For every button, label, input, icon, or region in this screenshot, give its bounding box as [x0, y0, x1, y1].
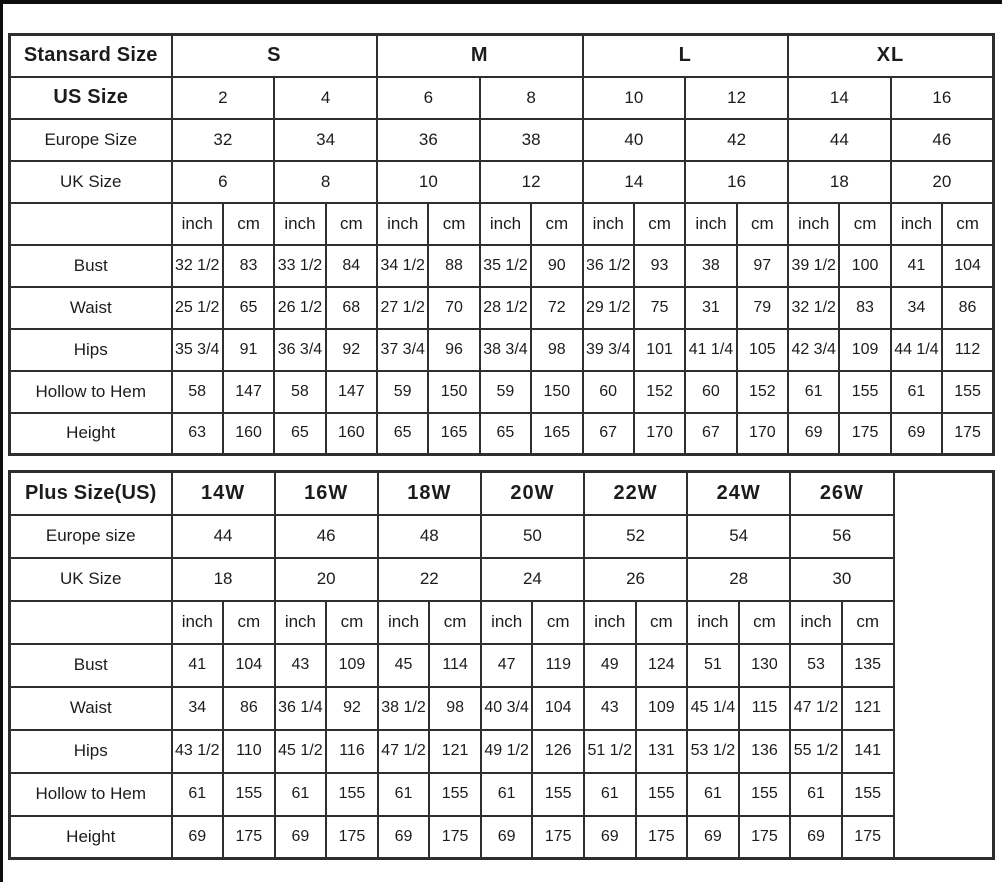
unit-header: cm [942, 203, 993, 245]
measurement-value: 53 [790, 644, 842, 687]
size-system-title: Stansard Size [10, 35, 172, 77]
measurement-value: 104 [223, 644, 275, 687]
measurement-value: 69 [788, 413, 839, 455]
empty-column [894, 472, 994, 859]
size-value: 20 [891, 161, 994, 203]
measurement-value: 69 [172, 816, 224, 859]
scan-border-top [0, 0, 1002, 4]
size-value: 42 [685, 119, 788, 161]
measurement-value: 93 [634, 245, 685, 287]
size-column-header: L [583, 35, 789, 77]
size-value: 22 [378, 558, 481, 601]
measurement-value: 44 1/4 [891, 329, 942, 371]
measurement-value: 131 [636, 730, 688, 773]
size-value: 16 [891, 77, 994, 119]
measurement-value: 61 [687, 773, 739, 816]
unit-header: cm [428, 203, 479, 245]
size-value: 16 [685, 161, 788, 203]
measurement-value: 47 [481, 644, 533, 687]
unit-header: inch [172, 203, 223, 245]
measurement-row [10, 687, 994, 730]
measurement-value: 121 [429, 730, 481, 773]
measurement-value: 69 [378, 816, 430, 859]
measurement-value: 98 [429, 687, 481, 730]
measurement-value: 59 [480, 371, 531, 413]
measurement-value: 175 [942, 413, 993, 455]
measurement-value: 61 [584, 773, 636, 816]
measurement-label: Waist [10, 687, 172, 730]
unit-header: inch [584, 601, 636, 644]
measurement-value: 86 [942, 287, 993, 329]
measurement-value: 61 [790, 773, 842, 816]
unit-header: inch [891, 203, 942, 245]
size-value: 32 [172, 119, 275, 161]
measurement-value: 51 1/2 [584, 730, 636, 773]
measurement-value: 152 [737, 371, 788, 413]
size-column-header: 18W [378, 472, 481, 515]
measurement-value: 150 [531, 371, 582, 413]
size-value: 30 [790, 558, 893, 601]
units-row [10, 601, 994, 644]
measurement-value: 91 [223, 329, 274, 371]
measurement-value: 27 1/2 [377, 287, 428, 329]
measurement-value: 86 [223, 687, 275, 730]
measurement-value: 72 [531, 287, 582, 329]
measurement-value: 36 3/4 [274, 329, 325, 371]
measurement-value: 41 [172, 644, 224, 687]
unit-header: cm [326, 601, 378, 644]
unit-header: inch [378, 601, 430, 644]
measurement-row [10, 329, 994, 371]
size-value: 56 [790, 515, 893, 558]
measurement-row [10, 413, 994, 455]
unit-header: cm [532, 601, 584, 644]
measurement-value: 83 [839, 287, 890, 329]
measurement-value: 114 [429, 644, 481, 687]
units-row [10, 203, 994, 245]
measurement-value: 155 [223, 773, 275, 816]
unit-header: cm [634, 203, 685, 245]
measurement-label: Bust [10, 245, 172, 287]
measurement-label: Height [10, 816, 172, 859]
measurement-value: 55 1/2 [790, 730, 842, 773]
size-value: 46 [275, 515, 378, 558]
size-column-header: 24W [687, 472, 790, 515]
measurement-value: 61 [891, 371, 942, 413]
size-column-header: XL [788, 35, 994, 77]
size-value: 20 [275, 558, 378, 601]
size-value: 44 [172, 515, 275, 558]
measurement-value: 51 [687, 644, 739, 687]
measurement-value: 96 [428, 329, 479, 371]
measurement-value: 39 3/4 [583, 329, 634, 371]
size-value: 28 [687, 558, 790, 601]
measurement-value: 69 [687, 816, 739, 859]
size-value: 46 [891, 119, 994, 161]
size-value: 36 [377, 119, 480, 161]
size-row-label: UK Size [10, 558, 172, 601]
unit-header: inch [377, 203, 428, 245]
measurement-value: 98 [531, 329, 582, 371]
measurement-value: 60 [685, 371, 736, 413]
measurement-value: 147 [223, 371, 274, 413]
measurement-value: 26 1/2 [274, 287, 325, 329]
measurement-value: 43 [584, 687, 636, 730]
measurement-value: 135 [842, 644, 894, 687]
measurement-row [10, 245, 994, 287]
size-column-header: M [377, 35, 583, 77]
unit-header: inch [480, 203, 531, 245]
measurement-label: Waist [10, 287, 172, 329]
measurement-value: 41 1/4 [685, 329, 736, 371]
size-value: 10 [583, 77, 686, 119]
measurement-value: 155 [839, 371, 890, 413]
measurement-value: 170 [634, 413, 685, 455]
measurement-value: 155 [636, 773, 688, 816]
standard-size-table [8, 33, 995, 456]
measurement-value: 53 1/2 [687, 730, 739, 773]
measurement-row [10, 287, 994, 329]
measurement-value: 88 [428, 245, 479, 287]
size-row-label: US Size [10, 77, 172, 119]
measurement-value: 175 [739, 816, 791, 859]
measurement-value: 92 [326, 687, 378, 730]
measurement-row [10, 730, 994, 773]
measurement-label: Bust [10, 644, 172, 687]
measurement-value: 155 [842, 773, 894, 816]
measurement-value: 165 [428, 413, 479, 455]
measurement-value: 38 1/2 [378, 687, 430, 730]
unit-header: cm [636, 601, 688, 644]
measurement-value: 68 [326, 287, 377, 329]
measurement-value: 115 [739, 687, 791, 730]
measurement-value: 58 [274, 371, 325, 413]
measurement-value: 61 [275, 773, 327, 816]
measurement-value: 28 1/2 [480, 287, 531, 329]
size-value: 52 [584, 515, 687, 558]
unit-header: cm [223, 203, 274, 245]
measurement-value: 45 1/2 [275, 730, 327, 773]
measurement-row [10, 371, 994, 413]
measurement-value: 31 [685, 287, 736, 329]
measurement-value: 32 1/2 [172, 245, 223, 287]
measurement-value: 155 [739, 773, 791, 816]
measurement-value: 36 1/4 [275, 687, 327, 730]
measurement-value: 47 1/2 [790, 687, 842, 730]
empty-label-cell [10, 601, 172, 644]
size-header-row [10, 35, 994, 77]
measurement-value: 175 [839, 413, 890, 455]
measurement-value: 175 [532, 816, 584, 859]
plus-size-table [8, 470, 995, 860]
measurement-value: 61 [172, 773, 224, 816]
measurement-value: 60 [583, 371, 634, 413]
measurement-value: 25 1/2 [172, 287, 223, 329]
size-conversion-row [10, 77, 994, 119]
measurement-value: 45 1/4 [687, 687, 739, 730]
scan-border-left [0, 0, 3, 882]
size-value: 14 [583, 161, 686, 203]
size-column-header: 16W [275, 472, 378, 515]
measurement-value: 67 [583, 413, 634, 455]
unit-header: cm [737, 203, 788, 245]
measurement-row [10, 816, 994, 859]
unit-header: cm [429, 601, 481, 644]
measurement-value: 69 [481, 816, 533, 859]
measurement-value: 59 [377, 371, 428, 413]
measurement-value: 40 3/4 [481, 687, 533, 730]
unit-header: inch [481, 601, 533, 644]
unit-header: inch [275, 601, 327, 644]
measurement-value: 35 3/4 [172, 329, 223, 371]
size-value: 6 [172, 161, 275, 203]
measurement-value: 141 [842, 730, 894, 773]
size-value: 34 [274, 119, 377, 161]
measurement-value: 124 [636, 644, 688, 687]
measurement-value: 155 [942, 371, 993, 413]
empty-label-cell [10, 203, 172, 245]
measurement-row [10, 773, 994, 816]
measurement-value: 58 [172, 371, 223, 413]
measurement-value: 70 [428, 287, 479, 329]
measurement-value: 83 [223, 245, 274, 287]
measurement-value: 61 [788, 371, 839, 413]
measurement-value: 175 [842, 816, 894, 859]
unit-header: inch [687, 601, 739, 644]
unit-header: inch [685, 203, 736, 245]
unit-header: cm [326, 203, 377, 245]
size-conversion-row [10, 119, 994, 161]
size-value: 6 [377, 77, 480, 119]
size-value: 18 [788, 161, 891, 203]
unit-header: cm [223, 601, 275, 644]
unit-header: cm [739, 601, 791, 644]
measurement-value: 75 [634, 287, 685, 329]
measurement-value: 175 [326, 816, 378, 859]
measurement-value: 34 [172, 687, 224, 730]
measurement-value: 175 [429, 816, 481, 859]
size-row-label: Europe size [10, 515, 172, 558]
measurement-value: 126 [532, 730, 584, 773]
measurement-value: 43 1/2 [172, 730, 224, 773]
size-column-header: 26W [790, 472, 893, 515]
measurement-value: 39 1/2 [788, 245, 839, 287]
measurement-value: 35 1/2 [480, 245, 531, 287]
measurement-value: 45 [378, 644, 430, 687]
measurement-value: 63 [172, 413, 223, 455]
size-column-header: S [172, 35, 378, 77]
size-value: 26 [584, 558, 687, 601]
measurement-value: 160 [326, 413, 377, 455]
size-value: 44 [788, 119, 891, 161]
measurement-value: 104 [532, 687, 584, 730]
measurement-label: Hollow to Hem [10, 773, 172, 816]
measurement-value: 65 [480, 413, 531, 455]
measurement-value: 160 [223, 413, 274, 455]
unit-header: cm [839, 203, 890, 245]
measurement-value: 105 [737, 329, 788, 371]
unit-header: cm [842, 601, 894, 644]
size-value: 12 [480, 161, 583, 203]
size-value: 48 [378, 515, 481, 558]
size-value: 38 [480, 119, 583, 161]
measurement-value: 109 [326, 644, 378, 687]
measurement-value: 130 [739, 644, 791, 687]
measurement-value: 109 [636, 687, 688, 730]
measurement-value: 34 [891, 287, 942, 329]
measurement-value: 84 [326, 245, 377, 287]
size-conversion-row [10, 515, 994, 558]
measurement-value: 61 [481, 773, 533, 816]
measurement-value: 155 [429, 773, 481, 816]
measurement-value: 69 [891, 413, 942, 455]
measurement-value: 112 [942, 329, 993, 371]
measurement-value: 49 [584, 644, 636, 687]
size-value: 18 [172, 558, 275, 601]
measurement-value: 121 [842, 687, 894, 730]
measurement-value: 116 [326, 730, 378, 773]
measurement-value: 32 1/2 [788, 287, 839, 329]
measurement-value: 49 1/2 [481, 730, 533, 773]
measurement-value: 29 1/2 [583, 287, 634, 329]
measurement-value: 101 [634, 329, 685, 371]
measurement-label: Hips [10, 730, 172, 773]
size-value: 2 [172, 77, 275, 119]
measurement-value: 67 [685, 413, 736, 455]
size-value: 8 [480, 77, 583, 119]
measurement-value: 61 [378, 773, 430, 816]
measurement-value: 65 [274, 413, 325, 455]
measurement-row [10, 644, 994, 687]
measurement-label: Hips [10, 329, 172, 371]
size-value: 14 [788, 77, 891, 119]
size-row-label: Europe Size [10, 119, 172, 161]
measurement-value: 136 [739, 730, 791, 773]
measurement-value: 119 [532, 644, 584, 687]
measurement-value: 175 [636, 816, 688, 859]
measurement-label: Hollow to Hem [10, 371, 172, 413]
size-column-header: 20W [481, 472, 584, 515]
measurement-value: 37 3/4 [377, 329, 428, 371]
size-value: 24 [481, 558, 584, 601]
size-value: 4 [274, 77, 377, 119]
standard-size-table-body [10, 35, 994, 455]
measurement-value: 155 [532, 773, 584, 816]
measurement-value: 34 1/2 [377, 245, 428, 287]
unit-header: cm [531, 203, 582, 245]
measurement-value: 69 [275, 816, 327, 859]
size-value: 50 [481, 515, 584, 558]
measurement-value: 69 [584, 816, 636, 859]
measurement-value: 175 [223, 816, 275, 859]
unit-header: inch [172, 601, 224, 644]
unit-header: inch [788, 203, 839, 245]
size-conversion-row [10, 161, 994, 203]
measurement-value: 100 [839, 245, 890, 287]
unit-header: inch [274, 203, 325, 245]
size-header-row [10, 472, 994, 515]
size-row-label: UK Size [10, 161, 172, 203]
size-conversion-row [10, 558, 994, 601]
size-column-header: 22W [584, 472, 687, 515]
measurement-value: 47 1/2 [378, 730, 430, 773]
measurement-value: 104 [942, 245, 993, 287]
measurement-value: 41 [891, 245, 942, 287]
measurement-label: Height [10, 413, 172, 455]
measurement-value: 79 [737, 287, 788, 329]
measurement-value: 97 [737, 245, 788, 287]
size-value: 10 [377, 161, 480, 203]
measurement-value: 155 [326, 773, 378, 816]
measurement-value: 90 [531, 245, 582, 287]
measurement-value: 43 [275, 644, 327, 687]
measurement-value: 170 [737, 413, 788, 455]
measurement-value: 38 3/4 [480, 329, 531, 371]
unit-header: inch [583, 203, 634, 245]
measurement-value: 36 1/2 [583, 245, 634, 287]
measurement-value: 147 [326, 371, 377, 413]
measurement-value: 110 [223, 730, 275, 773]
size-system-title: Plus Size(US) [10, 472, 172, 515]
measurement-value: 152 [634, 371, 685, 413]
size-value: 40 [583, 119, 686, 161]
measurement-value: 92 [326, 329, 377, 371]
measurement-value: 65 [223, 287, 274, 329]
measurement-value: 150 [428, 371, 479, 413]
measurement-value: 42 3/4 [788, 329, 839, 371]
measurement-value: 65 [377, 413, 428, 455]
size-value: 8 [274, 161, 377, 203]
measurement-value: 69 [790, 816, 842, 859]
size-value: 54 [687, 515, 790, 558]
size-column-header: 14W [172, 472, 275, 515]
plus-size-table-body [10, 472, 994, 859]
measurement-value: 33 1/2 [274, 245, 325, 287]
measurement-value: 109 [839, 329, 890, 371]
measurement-value: 165 [531, 413, 582, 455]
unit-header: inch [790, 601, 842, 644]
size-value: 12 [685, 77, 788, 119]
measurement-value: 38 [685, 245, 736, 287]
